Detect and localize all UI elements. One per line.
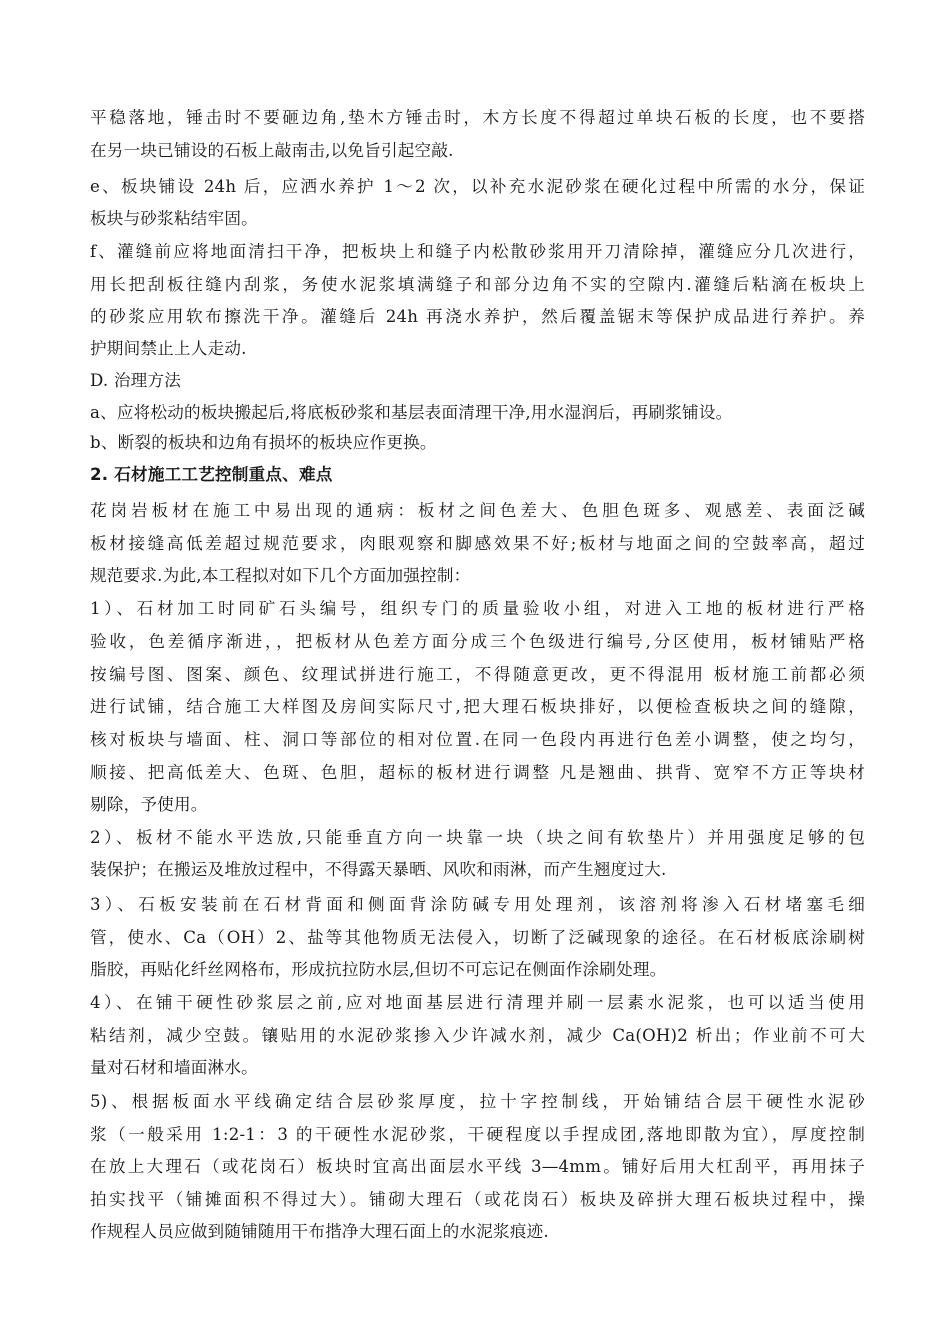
text-line: 剔除，予使用。 [90, 795, 208, 814]
text-line: 核对板块与墙面、柱、洞口等部位的相对位置.在同一色段内再进行色差小调整，使之均匀， [90, 730, 865, 749]
text-line: 按编号图、图案、颜色、纹理试拼进行施工，不得随意更改，更不得混用 板材施工前都必须 [90, 665, 865, 684]
text-line: 量对石材和墙面淋水。 [90, 1058, 258, 1077]
text-line: f、灌缝前应将地面清扫干净，把板块上和缝子内松散砂浆用开刀清除掉，灌缝应分几次进行， [90, 242, 865, 261]
text-line: 1）、石材加工时同矿石头编号，组织专门的质量验收小组，对进入工地的板材进行严格 [90, 599, 865, 618]
text-line: 作规程人员应做到随铺随用干布揩净大理石面上的水泥浆痕迹. [90, 1222, 549, 1241]
text-line: e、板块铺设 24h 后，应洒水养护 1～2 次，以补充水泥砂浆在硬化过程中所需的水分，保证 [90, 177, 865, 196]
section-label: D. 治理方法 [90, 371, 182, 390]
text-line: 3）、石板安装前在石材背面和侧面背涂防碱专用处理剂，该溶剂将渗入石材堵塞毛细 [90, 895, 865, 914]
text-line: 用长把刮板往缝内刮浆，务使水泥浆填满缝子和部分边角不实的空隙内.灌缝后粘滴在板块上 [90, 275, 865, 294]
text-line: 浆（一般采用 1:2-1：3 的干硬性水泥砂浆，干硬程度以手捏成团,落地即散为宜），厚度控制 [90, 1125, 865, 1144]
text-line: 的砂浆应用软布擦洗干净。灌缝后 24h 再浇水养护，然后覆盖锯末等保护成品进行养护。养 [90, 307, 865, 326]
text-line: b、断裂的板块和边角有损坏的板块应作更换。 [90, 433, 437, 452]
text-line: 进行试铺，结合施工大样图及房间实际尺寸,把大理石板块排好，以便检查板块之间的缝隙， [90, 697, 865, 716]
text-line: 拍实找平（铺摊面积不得过大）。铺砌大理石（或花岗石）板块及碎拼大理石板块过程中，操 [90, 1190, 865, 1209]
text-line: 管，使水、Ca（OH）2、盐等其他物质无法侵入，切断了泛碱现象的途径。在石材板底涂刷树 [90, 928, 865, 947]
text-line: 规范要求.为此,本工程拟对如下几个方面加强控制： [90, 566, 471, 585]
text-line: 装保护；在搬运及堆放过程中，不得露天暴晒、风吹和雨淋，而产生翘度过大. [90, 860, 667, 879]
text-line: 在另一块已铺设的石板上敲南击,以免旨引起空敲. [90, 141, 454, 160]
text-line: 板材接缝高低差超过规范要求，肉眼观察和脚感效果不好;板材与地面之间的空鼓率高，超过 [90, 534, 865, 553]
section-heading: 2. 石材施工工艺控制重点、难点 [90, 465, 333, 484]
text-line: 4）、在铺干硬性砂浆层之前,应对地面基层进行清理并刷一层素水泥浆，也可以适当使用 [90, 993, 865, 1012]
text-line: 板块与砂浆粘结牢固。 [90, 209, 258, 228]
text-line: 在放上大理石（或花岗石）板块时宜高出面层水平线 3—4mm。铺好后用大杠刮平，再用抹子 [90, 1157, 865, 1176]
text-line: a、应将松动的板块搬起后,将底板砂浆和基层表面清理干净,用水湿润后，再刷浆铺设。 [90, 403, 733, 422]
text-line: 2）、板材不能水平迭放,只能垂直方向一块靠一块（块之间有软垫片）并用强度足够的包 [90, 828, 865, 847]
text-line: 平稳落地，锤击时不要砸边角,垫木方锤击时，木方长度不得超过单块石板的长度，也不要搭 [90, 108, 865, 127]
text-line: 花岗岩板材在施工中易出现的通病：板材之间色差大、色胆色斑多、观感差、表面泛碱 [90, 501, 865, 520]
text-line: 脂胶，再贴化纤丝网格布，形成抗拉防水层,但切不可忘记在侧面作涂刷处理。 [90, 960, 667, 979]
text-line: 验收，色差循序渐进，，把板材从色差方面分成三个色级进行编号,分区使用，板材铺贴严格 [90, 632, 865, 651]
text-line: 5)、根据板面水平线确定结合层砂浆厚度，拉十字控制线，开始铺结合层干硬性水泥砂 [90, 1092, 865, 1111]
text-line: 粘结剂，减少空鼓。镶贴用的水泥砂浆掺入少许减水剂，减少 Ca(OH)2 析出；作业前不可大 [90, 1026, 865, 1045]
text-line: 护期间禁止上人走动. [90, 339, 247, 358]
text-line: 顺接、把高低差大、色斑、色胆，超标的板材进行调整 凡是翘曲、拱背、宽窄不方正等块材 [90, 763, 865, 782]
